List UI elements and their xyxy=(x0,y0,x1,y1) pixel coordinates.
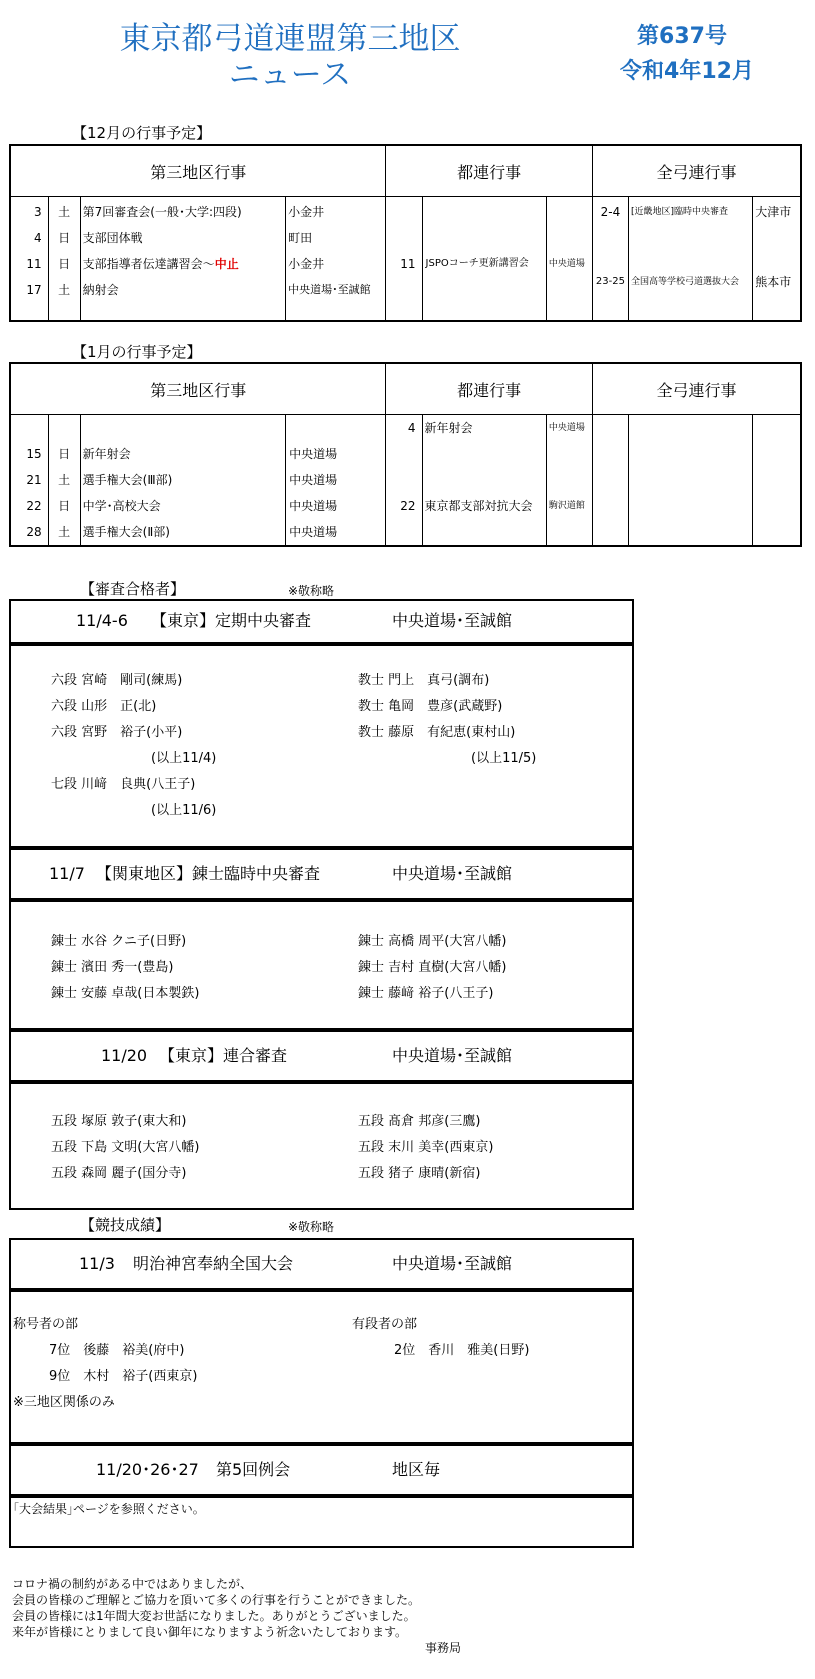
passer: 五段 下島 文明(大宮八幡) xyxy=(51,1140,200,1155)
event-day: 21 xyxy=(26,473,42,487)
passer: 錬士 吉村 直樹(大宮八幡) xyxy=(358,960,507,975)
passer: 錬士 高橋 周平(大宮八幡) xyxy=(358,934,507,949)
passer: 六段 宮野 裕子(小平) xyxy=(51,725,183,740)
exam-block-body xyxy=(9,1082,634,1210)
passer: 五段 末川 美幸(西東京) xyxy=(358,1140,494,1155)
event-weekday: 日 xyxy=(58,447,71,461)
event-place: 町田 xyxy=(288,231,313,245)
signature: 事務局 xyxy=(425,1641,462,1655)
event-name: 東京都支部対抗大会 xyxy=(424,499,533,513)
exam-date: 11/7 xyxy=(49,864,85,883)
event-place: 中央道場 xyxy=(289,447,338,461)
exam-honorific-note: ※敬称略 xyxy=(288,584,335,598)
results-honorific-note: ※敬称略 xyxy=(288,1220,335,1234)
event-name: 中学･高校大会 xyxy=(82,499,161,513)
event-weekday: 日 xyxy=(58,257,71,271)
january-district-header: 第三地区行事 xyxy=(10,363,386,415)
passer: 七段 川﨑 良典(八王子) xyxy=(51,777,196,792)
event-place: 中央道場 xyxy=(289,525,338,539)
event-day: 22 xyxy=(26,499,42,513)
event-weekday: 土 xyxy=(58,525,71,539)
event-place: 中央道場 xyxy=(289,473,338,487)
passer: 六段 宮崎 剛司(練馬) xyxy=(51,673,183,688)
event-weekday: 日 xyxy=(58,499,71,513)
event-place: 熊本市 xyxy=(755,275,792,289)
result-entry: 7位 後藤 裕美(府中) xyxy=(49,1343,185,1358)
exam-block-body xyxy=(9,644,634,848)
cancelled-badge: 中止 xyxy=(214,257,239,271)
passer: 教士 藤原 有紀恵(東村山) xyxy=(358,725,516,740)
event-name: 納射会 xyxy=(82,283,119,297)
meet-title: 明治神宮奉納全国大会 xyxy=(133,1254,294,1273)
december-tokyo-header: 都連行事 xyxy=(386,145,592,197)
event-day: 11 xyxy=(400,257,416,271)
event-day: 11 xyxy=(26,257,42,271)
december-national-header: 全弓連行事 xyxy=(592,145,801,197)
december-district-header: 第三地区行事 xyxy=(10,145,386,197)
meet-results-body xyxy=(9,1290,634,1444)
titled-division-label: 称号者の部 xyxy=(13,1317,79,1332)
event-name: 新年射会 xyxy=(82,447,131,461)
passer: 五段 猪子 康晴(新宿) xyxy=(358,1166,481,1181)
event-place: 中央道場 xyxy=(548,423,585,433)
exam-title: 【東京】連合審査 xyxy=(159,1046,288,1065)
passer: 五段 森岡 麗子(国分寺) xyxy=(51,1166,187,1181)
issue-number: 第637号 xyxy=(637,24,727,49)
exam-venue: 中央道場･至誠館 xyxy=(392,864,513,883)
event-place: 小金井 xyxy=(288,257,325,271)
event-weekday: 日 xyxy=(58,231,71,245)
meeting-title: 第5回例会 xyxy=(216,1460,291,1479)
event-day: 15 xyxy=(26,447,42,461)
date-note: (以上11/6) xyxy=(151,803,217,818)
event-place: 中央道場･至誠館 xyxy=(288,283,371,296)
passer: 六段 山形 正(北) xyxy=(51,699,157,714)
exam-block-header xyxy=(9,599,634,644)
event-place: 中央道場 xyxy=(289,499,338,513)
event-day: 3 xyxy=(33,205,42,219)
event-place: 中央道場 xyxy=(548,259,585,269)
exam-venue: 中央道場･至誠館 xyxy=(392,611,513,630)
date-note: (以上11/5) xyxy=(471,751,537,766)
event-place: 小金井 xyxy=(288,205,325,219)
event-place: 大津市 xyxy=(755,205,792,219)
event-day: 17 xyxy=(26,283,42,297)
passer: 五段 塚原 敦子(東大和) xyxy=(51,1114,187,1129)
meeting-note: ｢大会結果｣ページを参照ください。 xyxy=(13,1502,205,1516)
passer: 錬士 藤﨑 裕子(八王子) xyxy=(358,986,494,1001)
exam-block-header xyxy=(9,1030,634,1082)
passer: 錬士 水谷 クニ子(日野) xyxy=(51,934,187,949)
event-weekday: 土 xyxy=(58,283,71,297)
event-name: 支部指導者伝達講習会～ xyxy=(82,257,215,271)
newsletter-title-line2: ニュース xyxy=(228,57,352,93)
issue-date: 令和4年12月 xyxy=(620,59,754,84)
meeting-venue: 地区毎 xyxy=(392,1460,441,1479)
event-name: 全国高等学校弓道選抜大会 xyxy=(631,277,740,287)
dan-division-label: 有段者の部 xyxy=(352,1317,418,1332)
event-day: 23-25 xyxy=(595,276,625,287)
event-name: 選手権大会(Ⅲ部) xyxy=(82,473,173,487)
closing-message-line: 会員の皆様には1年間大変お世話になりました。ありがとうございました。 xyxy=(12,1609,416,1623)
exam-title: 【関東地区】錬士臨時中央審査 xyxy=(96,864,321,883)
january-section-label: 【1月の行事予定】 xyxy=(72,343,202,361)
result-entry: 9位 木村 裕子(西東京) xyxy=(49,1369,198,1384)
event-weekday: 土 xyxy=(58,473,71,487)
passer: 教士 亀岡 豊彦(武蔵野) xyxy=(358,699,503,714)
meeting-note-box xyxy=(9,1496,634,1548)
passer: 五段 髙倉 邦彦(三鷹) xyxy=(358,1114,481,1129)
exam-block-body xyxy=(9,900,634,1030)
december-schedule-table xyxy=(9,144,802,322)
event-name: 選手権大会(Ⅱ部) xyxy=(82,525,170,539)
meeting-header xyxy=(9,1444,634,1496)
results-section-label: 【競技成績】 xyxy=(80,1216,171,1234)
event-name: 支部団体戦 xyxy=(82,231,143,245)
exam-section-label: 【審査合格者】 xyxy=(80,580,186,598)
january-schedule-table xyxy=(9,362,802,547)
passer: 錬士 濱田 秀一(豊島) xyxy=(51,960,174,975)
passer: 錬士 安藤 卓哉(日本製鉄) xyxy=(51,986,200,1001)
newsletter-title-line1: 東京都弓道連盟第三地区 xyxy=(119,21,461,57)
event-weekday: 土 xyxy=(58,205,71,219)
exam-venue: 中央道場･至誠館 xyxy=(392,1046,513,1065)
passer: 教士 門上 真弓(調布) xyxy=(358,673,490,688)
event-place: 駒沢道館 xyxy=(548,501,585,511)
closing-message-line: 会員の皆様のご理解とご協力を頂いて多くの行事を行うことができました。 xyxy=(12,1593,421,1607)
december-section-label: 【12月の行事予定】 xyxy=(72,124,212,142)
event-name: 新年射会 xyxy=(424,421,473,435)
event-name: [近畿地区]臨時中央審査 xyxy=(631,207,729,217)
january-tokyo-header: 都連行事 xyxy=(386,363,592,415)
event-name: JSPOコーチ更新講習会 xyxy=(425,258,529,269)
closing-message-line: 来年が皆様にとりまして良い御年になりますよう祈念いたしております。 xyxy=(12,1625,408,1639)
meet-header xyxy=(9,1238,634,1290)
january-national-header: 全弓連行事 xyxy=(592,363,801,415)
exam-block-header xyxy=(9,848,634,900)
exam-title: 【東京】定期中央審査 xyxy=(151,611,312,630)
exam-date: 11/20 xyxy=(101,1046,148,1065)
event-day: 4 xyxy=(33,231,42,245)
exam-date: 11/4-6 xyxy=(76,611,128,630)
meet-venue: 中央道場･至誠館 xyxy=(392,1254,513,1273)
date-note: (以上11/4) xyxy=(151,751,217,766)
event-day: 22 xyxy=(400,499,416,513)
meeting-date: 11/20･26･27 xyxy=(96,1460,199,1479)
event-name: 第7回審査会(一般･大学:四段) xyxy=(82,205,242,219)
meet-date: 11/3 xyxy=(79,1254,115,1273)
event-day: 28 xyxy=(26,525,42,539)
closing-message-line: コロナ禍の制約がある中ではありましたが、 xyxy=(12,1577,253,1591)
event-day: 4 xyxy=(407,421,416,435)
event-day: 2-4 xyxy=(600,205,621,219)
result-entry: 2位 香川 雅美(日野) xyxy=(394,1343,530,1358)
results-note: ※三地区関係のみ xyxy=(13,1395,115,1410)
